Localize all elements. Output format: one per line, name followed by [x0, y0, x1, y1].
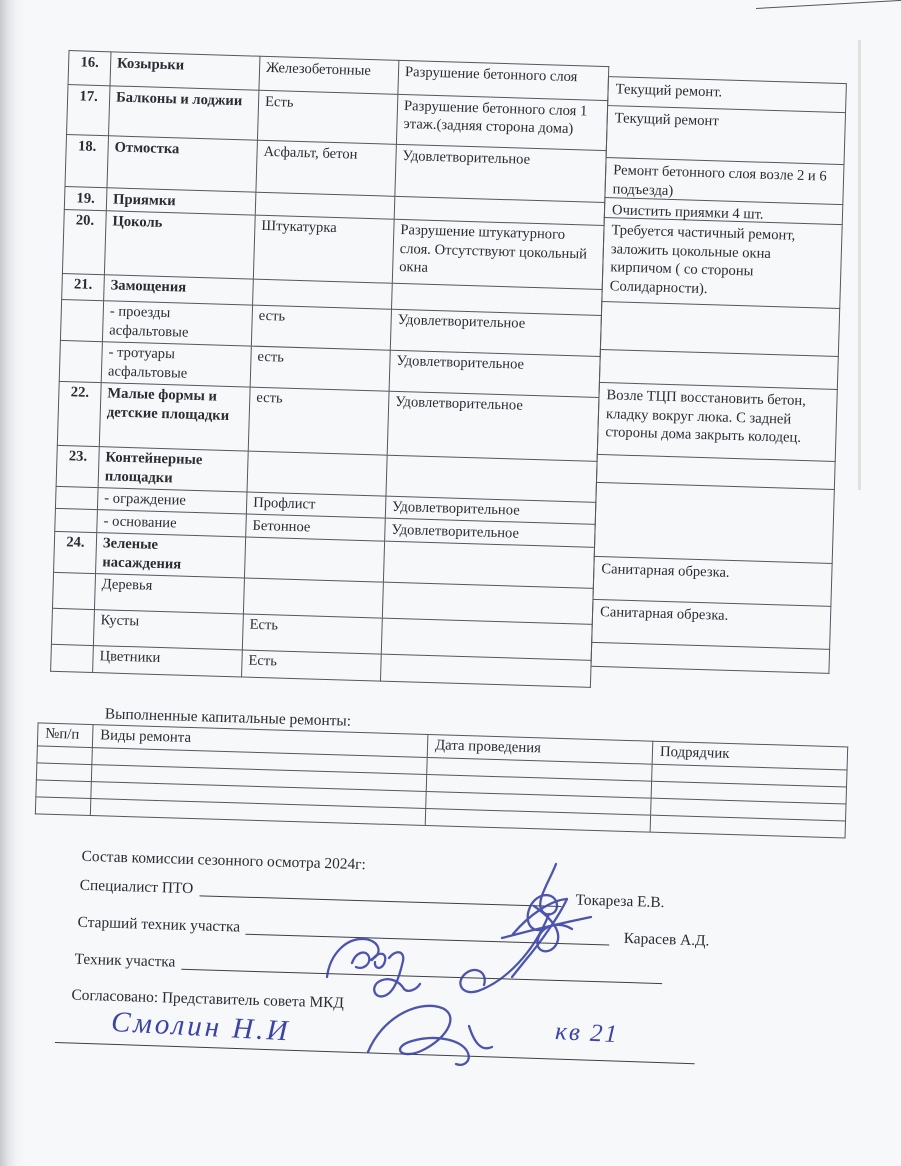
- recommendation-cell: Текущий ремонт.: [607, 76, 847, 113]
- recommendation-cell: Возле ТЦП восстановить бетон, кладку вокруг люка. С задней стороны дома закрыть колодец.: [597, 383, 838, 462]
- cell-cond: Удовлетворительное: [385, 518, 596, 547]
- cell-num: 16.: [68, 51, 111, 86]
- cell-name: - основание: [97, 510, 247, 537]
- cap-header-cell: №п/п: [37, 723, 93, 748]
- cell-num: 23.: [56, 445, 99, 487]
- cap-empty-cell: [36, 780, 91, 799]
- recommendation-cell: Текущий ремонт: [606, 106, 846, 165]
- cell-name: - тротуары асфальтовые: [101, 341, 251, 386]
- cell-num: [52, 572, 95, 609]
- handwritten-apartment-note: кв 21: [554, 1018, 620, 1049]
- cell-mat: Железобетонные: [259, 56, 399, 94]
- capital-repairs-heading: Выполненные капитальные ремонты:: [104, 705, 352, 730]
- commission-role-label: Техник участка: [74, 950, 176, 971]
- cell-num: [60, 299, 103, 341]
- recommendation-cell: Санитарная обрезка.: [592, 557, 832, 607]
- cell-mat: есть: [250, 346, 390, 391]
- cell-num: 17.: [67, 85, 110, 136]
- cell-name: Цветники: [93, 645, 243, 676]
- cell-cond: [382, 582, 593, 624]
- cell-name: Контейнерные площадки: [98, 446, 248, 491]
- commission-role-label: Старший техник участка: [77, 913, 241, 936]
- cell-mat: [243, 578, 383, 618]
- cell-name: Балконы и лоджии: [109, 86, 259, 140]
- recommendation-cell: Требуется частичный ремонт, заложить цокольные окна кирпичом ( со стороны Солидарности).: [601, 218, 842, 309]
- cell-name: Малые формы и детские площадки: [99, 382, 250, 450]
- cell-name: Замощения: [104, 274, 254, 304]
- cell-cond: Разрушение бетонного слоя: [398, 60, 609, 100]
- cell-cond: Удовлетворительное: [390, 309, 601, 356]
- signature-line: [181, 968, 662, 984]
- cap-header-cell: Подрядчик: [652, 741, 848, 770]
- cell-mat: Бетонное: [246, 514, 386, 541]
- cell-mat: [253, 279, 393, 309]
- cell-cond: Разрушение бетонного слоя 1 этаж.(задняя сторона дома): [396, 94, 607, 150]
- approved-line: Согласовано: Представитель совета МКД: [71, 986, 345, 1012]
- cell-num: [51, 644, 94, 672]
- recommendation-cell: [600, 302, 840, 357]
- commission-line: [77, 914, 709, 951]
- cell-cond: [380, 654, 591, 687]
- cell-cond: Удовлетворительное: [385, 496, 596, 525]
- signature-line: [199, 894, 562, 907]
- cell-num: [51, 608, 94, 645]
- cell-name: Зеленые насаждения: [96, 532, 246, 577]
- cell-mat: Асфальт, бетон: [256, 140, 396, 196]
- cell-cond: Удовлетворительное: [389, 350, 600, 397]
- commission-heading: Состав комиссии сезонного осмотра 2024г:: [81, 847, 367, 874]
- cell-num: 22.: [57, 381, 101, 446]
- cell-cond: Удовлетворительное: [395, 144, 606, 202]
- cell-mat: Есть: [242, 649, 382, 680]
- cell-mat: Есть: [242, 613, 382, 653]
- cell-mat: [247, 451, 387, 496]
- cell-num: [59, 340, 102, 382]
- commission-member-name: Токареза Е.В.: [575, 891, 665, 912]
- cell-num: 18.: [65, 135, 109, 188]
- cell-cond: [386, 455, 597, 502]
- cell-mat: Профлист: [246, 492, 386, 519]
- cap-empty-cell: [35, 797, 90, 816]
- cell-mat: есть: [251, 305, 391, 350]
- commission-line: [74, 951, 662, 986]
- recommendation-cell: Очистить приямки 4 шт.: [604, 198, 843, 225]
- cap-empty-cell: [37, 746, 92, 765]
- cell-name: Приямки: [106, 188, 256, 215]
- cell-name: Кусты: [93, 609, 243, 649]
- inspection-table: [50, 50, 609, 687]
- handwritten-representative-name: Смолин Н.И: [110, 1006, 292, 1048]
- cell-cond: Удовлетворительное: [387, 391, 599, 461]
- recommendation-cell: Санитарная обрезка.: [591, 600, 831, 650]
- cell-name: Цоколь: [104, 210, 255, 278]
- cell-num: 21.: [62, 273, 105, 300]
- commission-member-name: Карасев А.Д.: [623, 929, 710, 950]
- recommendations-column: [590, 76, 846, 674]
- cap-header-cell: Дата проведения: [427, 735, 653, 765]
- cell-num: [55, 508, 98, 532]
- cell-name: Отмостка: [107, 136, 257, 192]
- capital-repairs-table: [35, 722, 848, 838]
- cell-num: 24.: [54, 531, 97, 573]
- commission-line: [79, 877, 664, 912]
- recommendation-cell: [594, 483, 835, 564]
- cell-cond: [383, 541, 594, 588]
- cell-num: 19.: [64, 187, 107, 211]
- commission-role-label: Специалист ПТО: [79, 876, 194, 898]
- cell-mat: есть: [248, 387, 389, 455]
- cell-num: [55, 486, 98, 510]
- cell-mat: [244, 537, 384, 582]
- cell-name: Деревья: [94, 573, 244, 613]
- cell-num: 20.: [62, 209, 106, 274]
- signature-line: [246, 933, 610, 946]
- cell-name: Козырьки: [110, 52, 260, 90]
- cell-mat: Штукатурка: [253, 215, 394, 283]
- cap-header-cell: Виды ремонта: [92, 725, 428, 758]
- cell-cond: Разрушение штукатурного слоя. Отсутствуют цокольный окна: [392, 219, 604, 289]
- cell-name: - проезды асфальтовые: [102, 300, 252, 345]
- cap-empty-cell: [36, 763, 91, 782]
- recommendation-cell: Ремонт бетонного слоя возле 2 и 6 подъезда): [604, 158, 844, 205]
- cell-mat: Есть: [257, 90, 397, 144]
- scan-top-edge-line: [756, 0, 901, 9]
- cell-cond: [381, 618, 592, 660]
- cell-name: - ограждение: [97, 487, 247, 514]
